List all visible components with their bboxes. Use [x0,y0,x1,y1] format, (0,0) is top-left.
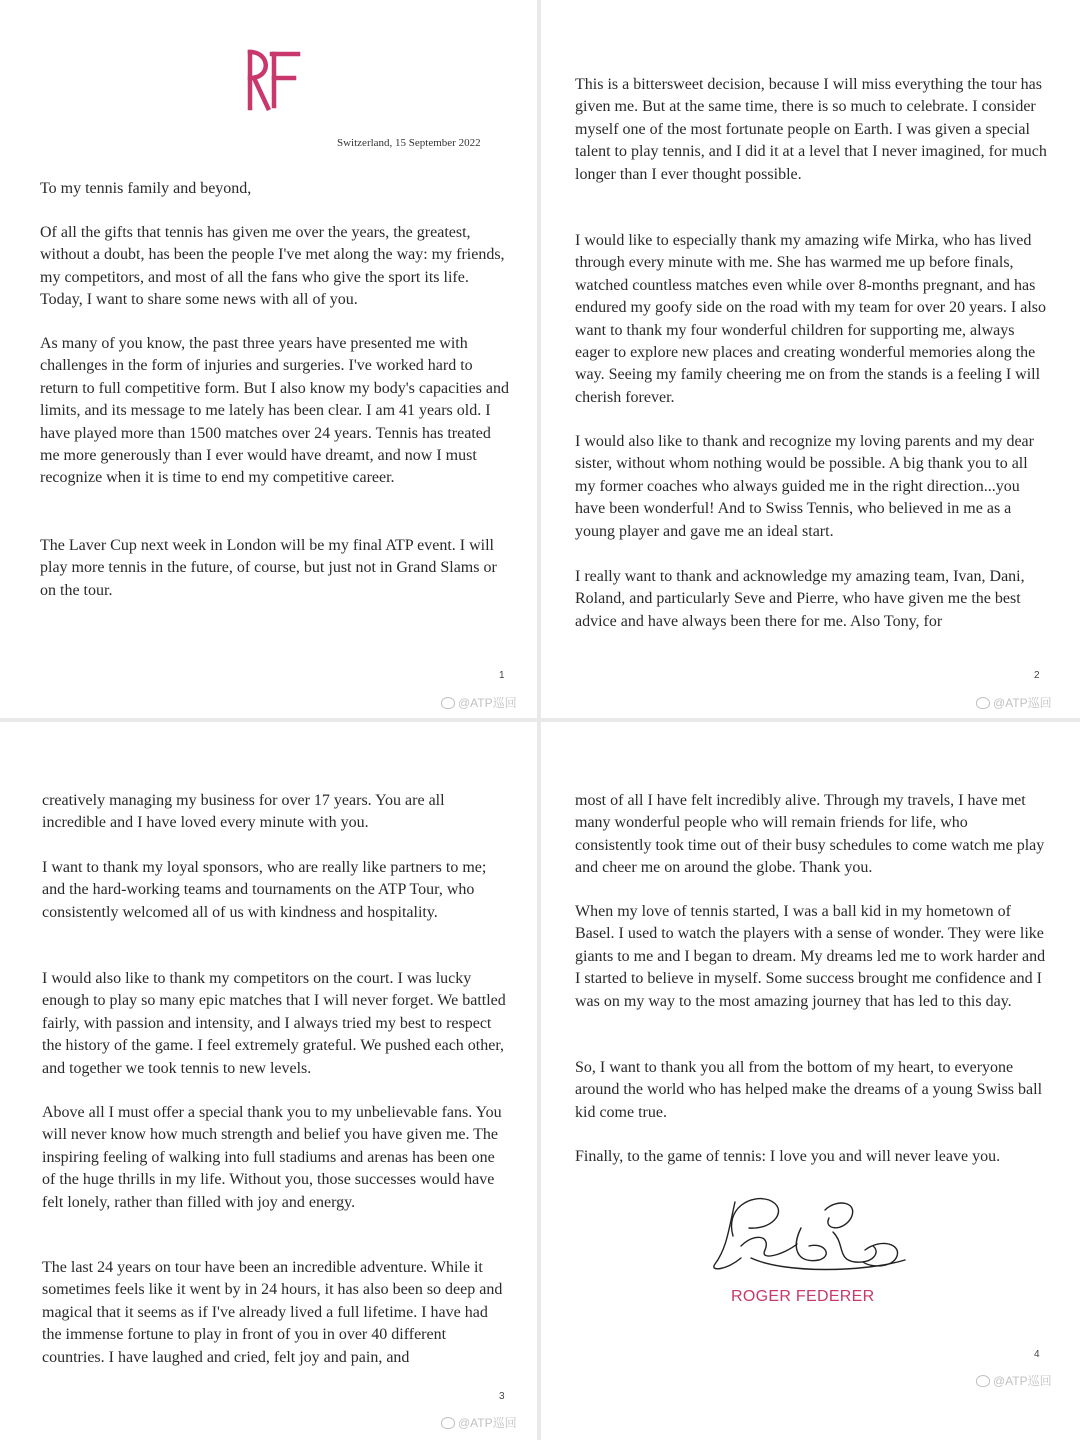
handwritten-signature [705,1188,915,1278]
page-number: 3 [499,1391,505,1402]
paragraph: As many of you know, the past three years have presented me with challenges in the form of injuries and surgeries. I've worked hard to return to full competitive form. But I also know my body's capacities and limits, and its message to me lately has been clear. I am 41 years old. I have played more than 1500 matches over 24 years. Tennis has treated me more generously than I ever would have dreamt, and now I must recognize when it is time to end my competitive career. [40,335,509,487]
watermark-text: @ATP巡回 [458,696,517,710]
paragraph: Above all I must offer a special thank you to my unbelievable fans. You will never know how much strength and belief you have given me. The inspiring feeling of walking into full stadiums and arenas has been one of the huge thrills in my life. Without you, those successes would have felt lonely, rather than filled with joy and energy. [42,1104,502,1211]
watermark [441,694,517,711]
weibo-icon [976,697,990,709]
watermark [976,694,1052,711]
watermark [441,1414,517,1431]
paragraph: creatively managing my business for over 17 years. You are all incredible and I have loved every minute with you. [42,792,445,832]
rf-logo-icon [244,48,302,112]
paragraph: The last 24 years on tour have been an incredible adventure. While it sometimes feels like it went by in 24 hours, it has also been so deep and magical that it seems as if I've already lived a full lifetime. I have had the immense fortune to play in front of you in over 40 different countries. I have laughed and cried, felt joy and pain, and [42,1259,503,1366]
letter-page-2 [541,0,1080,718]
page-number: 1 [499,670,505,681]
letter-page-4 [541,722,1080,1440]
paragraph: When my love of tennis started, I was a ball kid in my hometown of Basel. I used to watch the players with a sense of wonder. They were like giants to me and I began to dream. My dreams led me to work harder and I started to believe in myself. Some success brought me confidence and I was on my way to the most amazing journey that has led to this day. [575,903,1046,1010]
paragraph: Finally, to the game of tennis: I love you and will never leave you. [575,1148,1001,1165]
paragraph: I would like to especially thank my amazing wife Mirka, who has lived through every minute with me. She has warmed me up before finals, watched countless matches even while over 8-months pregnant, and has endured my goofy side on the road with my team for over 20 years. I also want to thank my four wonderful children for supporting me, always eager to explore new places and creating wonderful memories along the way. Seeing my family cheering me on from the stands is a feeling I will cherish forever. [575,232,1046,406]
weibo-icon [976,1375,990,1387]
watermark-text: @ATP巡回 [993,696,1052,710]
watermark-text: @ATP巡回 [993,1374,1052,1388]
paragraph: I would also like to thank my competitors on the court. I was lucky enough to play so many epic matches that I will never forget. We battled fairly, with passion and intensity, and I always tried my best to respect the history of the game. I feel extremely grateful. We pushed each other, and together we took tennis to new levels. [42,970,506,1077]
letter-page-3 [0,722,537,1440]
letter-date: Switzerland, 15 September 2022 [337,137,481,149]
paragraph: So, I want to thank you all from the bottom of my heart, to everyone around the world who has helped make the dreams of a young Swiss ball kid come true. [575,1059,1043,1121]
letter-page-1 [0,0,537,718]
weibo-icon [441,697,455,709]
page-number: 2 [1034,670,1040,681]
paragraph: The Laver Cup next week in London will be my final ATP event. I will play more tennis in the future, of course, but just not in Grand Slams or on the tour. [40,537,497,599]
signature-name: ROGER FEDERER [731,1288,875,1305]
paragraph: This is a bittersweet decision, because I will miss everything the tour has given me. But at the same time, there is so much to celebrate. I consider myself one of the most fortunate people on Earth. I was given a special talent to play tennis, and I did it at a level that I never imagined, for much longer than I ever thought possible. [575,76,1047,183]
paragraph: I want to thank my loyal sponsors, who are really like partners to me; and the hard-working teams and tournaments on the ATP Tour, who consistently welcomed all of us with kindness and hospitality. [42,859,487,921]
paragraph: I would also like to thank and recognize my loving parents and my dear sister, without whom nothing would be possible. A big thank you to all my former coaches who always guided me in the right direction...you have been wonderful! And to Swiss Tennis, who believed in me as a young player and gave me an ideal start. [575,433,1034,540]
watermark [976,1372,1052,1389]
paragraph: most of all I have felt incredibly alive. Through my travels, I have met many wonderful people who will remain friends for life, who consistently took time out of their busy schedules to come watch me play and cheer me on around the globe. Thank you. [575,792,1045,877]
paragraph: Of all the gifts that tennis has given me over the years, the greatest, without a doubt, has been the people I've met along the way: my friends, my competitors, and most of all the fans who give the sport its life. Today, I want to share some news with all of you. [40,224,505,309]
weibo-icon [441,1417,455,1429]
paragraph: I really want to thank and acknowledge my amazing team, Ivan, Dani, Roland, and particularly Seve and Pierre, who have given me the best advice and have always been there for me. Also Tony, for [575,568,1025,630]
letter-greeting: To my tennis family and beyond, [40,180,252,197]
watermark-text: @ATP巡回 [458,1416,517,1430]
page-number: 4 [1034,1349,1040,1360]
